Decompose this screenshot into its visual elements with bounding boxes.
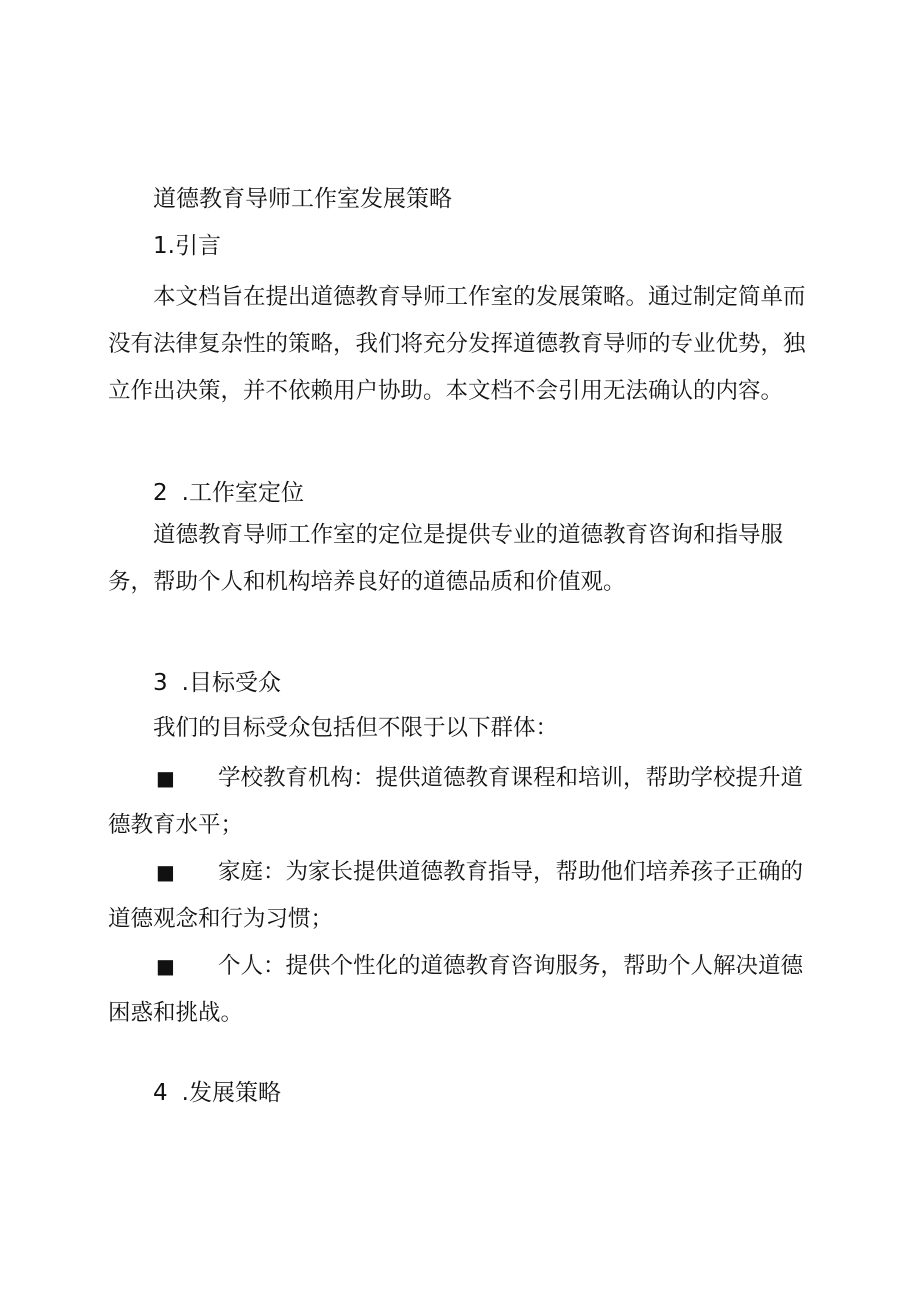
bullet-text: 家庭：为家长提供道德教育指导，帮助他们培养孩子正确的 [218, 859, 804, 885]
bullet-text-continued: 困惑和挑战。 [108, 1000, 244, 1026]
section-2-paragraph [108, 512, 826, 606]
bullet-text: 个人：提供个性化的道德教育咨询服务，帮助个人解决道德 [218, 953, 804, 979]
paragraph-line: 立作出决策，并不依赖用户协助。本文档不会引用无法确认的内容。 [108, 378, 784, 404]
section-4-heading-text: .发展策略 [181, 1080, 281, 1106]
section-2-heading-text: .工作室定位 [181, 480, 304, 506]
bullet-item-individual [108, 943, 826, 1037]
paragraph-line: 没有法律复杂性的策略，我们将充分发挥道德教育导师的专业优势，独 [108, 331, 806, 357]
paragraph-line: 道德教育导师工作室的定位是提供专业的道德教育咨询和指导服 [153, 522, 784, 548]
section-4-heading [153, 1077, 281, 1109]
bullet-item-family [108, 849, 826, 943]
section-2-number: 2 [153, 480, 168, 506]
paragraph-line: 我们的目标受众包括但不限于以下群体： [153, 715, 559, 741]
section-3-heading-text: .目标受众 [181, 670, 281, 696]
section-2-heading [153, 477, 304, 509]
paragraph-line: 务，帮助个人和机构培养良好的道德品质和价值观。 [108, 569, 626, 595]
section-1-heading: 1.引言 [153, 233, 221, 259]
section-1-paragraph [108, 274, 826, 415]
bullet-text-continued: 道德观念和行为习惯； [108, 906, 334, 932]
section-3-number: 3 [153, 670, 168, 696]
bullet-square-icon: ■ [156, 954, 175, 978]
bullet-item-schools [108, 755, 826, 849]
bullet-text: 学校教育机构：提供道德教育课程和培训，帮助学校提升道 [218, 765, 804, 791]
bullet-text-continued: 德教育水平； [108, 812, 244, 838]
bullet-square-icon: ■ [156, 766, 175, 790]
section-4-number: 4 [153, 1080, 168, 1106]
bullet-square-icon: ■ [156, 860, 175, 884]
section-3-intro [108, 705, 826, 752]
section-3-heading [153, 667, 281, 699]
paragraph-line: 本文档旨在提出道德教育导师工作室的发展策略。通过制定简单而 [153, 284, 806, 310]
document-title: 道德教育导师工作室发展策略 [153, 186, 452, 212]
